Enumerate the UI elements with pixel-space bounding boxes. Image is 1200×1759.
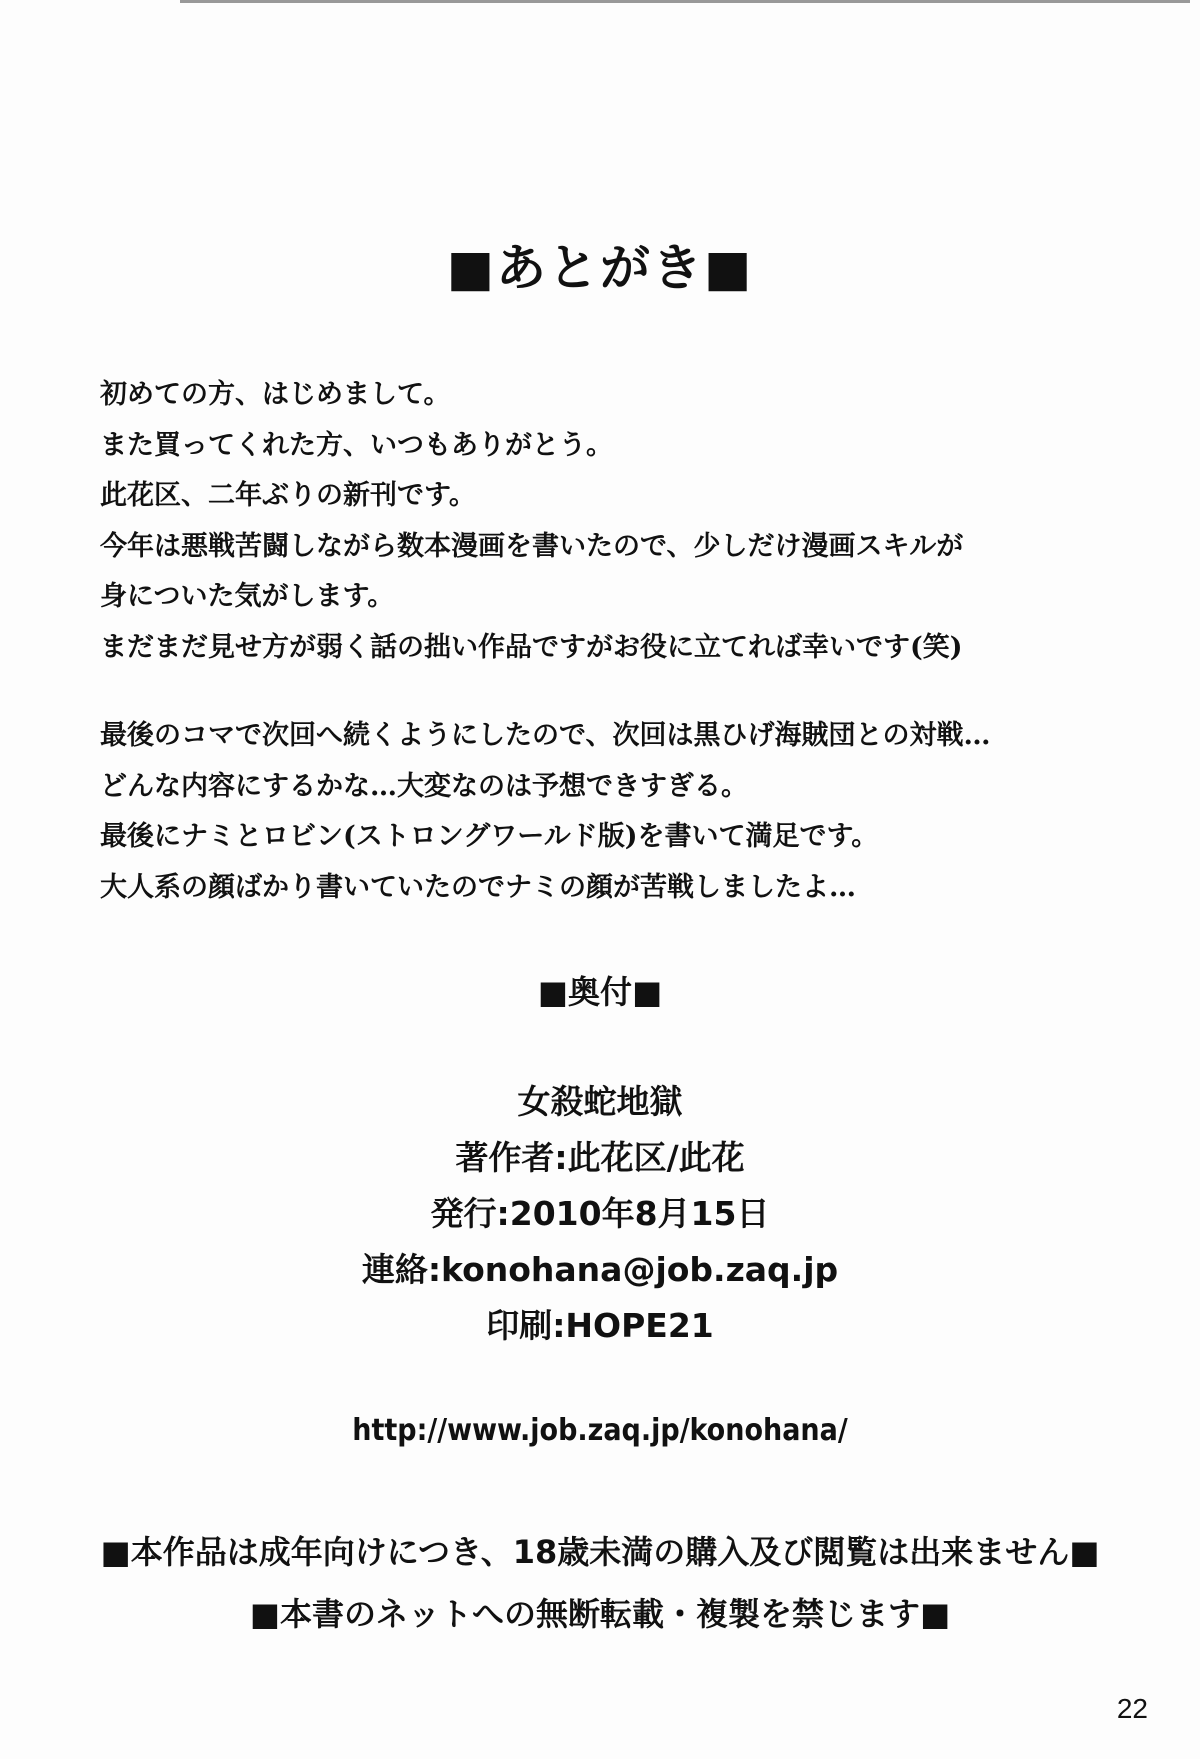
- colophon-details: [0, 1074, 1200, 1354]
- afterword-line: 最後のコマで次回へ続くようにしたので、次回は黒ひげ海賊団との対戦…: [100, 720, 991, 751]
- legal-notices: [0, 1521, 1200, 1645]
- afterword-line: 今年は悪戦苦闘しながら数本漫画を書いたので、少しだけ漫画スキルが: [100, 530, 964, 562]
- afterword-title: ■あとがき■: [446, 238, 754, 297]
- afterword-line: 大人系の顔ばかり書いていたのでナミの顔が苦戦しましたよ…: [100, 871, 856, 903]
- afterword-line: 此花区、二年ぶりの新刊です。: [100, 480, 476, 511]
- afterword-line: 初めての方、はじめまして。: [100, 379, 451, 410]
- afterword-paragraph-2: [100, 711, 1140, 913]
- afterword-line: どんな内容にするかな…大変なのは予想できすぎる。: [100, 770, 748, 802]
- afterword-body: [100, 370, 1140, 951]
- afterword-line: 身についた気がします。: [100, 581, 395, 612]
- copyright-notice: ■本書のネットへの無断転載・複製を禁じます■: [249, 1595, 951, 1633]
- afterword-paragraph-1: [100, 370, 1140, 673]
- author-line: 著作者:此花区/此花: [455, 1138, 745, 1177]
- page-number: 22: [1116, 1693, 1148, 1724]
- publish-date-line: 発行:2010年8月15日: [430, 1194, 770, 1233]
- colophon-title: ■奥付■: [537, 973, 663, 1011]
- afterword-line: まだまだ見せ方が弱く話の拙い作品ですがお役に立てれば幸いです(笑): [100, 631, 963, 663]
- afterword-line: 最後にナミとロビン(ストロングワールド版)を書いて満足です。: [100, 821, 879, 852]
- website-url: http://www.job.zaq.jp/konohana/: [352, 1413, 848, 1448]
- printer-line: 印刷:HOPE21: [486, 1306, 714, 1345]
- afterword-line: また買ってくれた方、いつもありがとう。: [100, 429, 613, 461]
- age-restriction-notice: ■本作品は成年向けにつき、18歳未満の購入及び閲覧は出来ません■: [100, 1533, 1100, 1571]
- book-title: 女殺蛇地獄: [517, 1082, 683, 1121]
- top-rule: [180, 0, 1190, 3]
- contact-line: 連絡:konohana@job.zaq.jp: [361, 1250, 839, 1289]
